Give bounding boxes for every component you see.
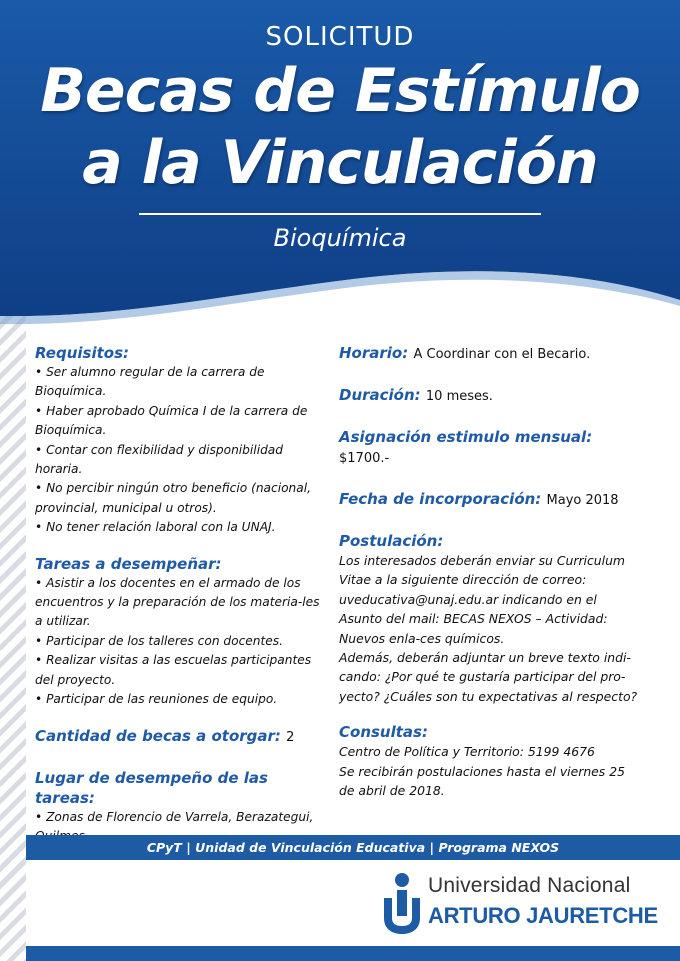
section-cantidad [35,726,327,748]
bottom-accent-bar [26,946,680,961]
university-logo [382,872,658,936]
list-item: • Asistir a los docentes en el armado de los encuentros y la preparación de los materia-les a utilizar. [35,575,320,629]
title-divider [139,213,541,215]
heading-cantidad [35,726,327,748]
subtitle-bioquimica: Bioquímica [273,224,407,252]
list-item: • Contar con flexibilidad y disponibilidad horaria. [35,442,284,477]
consultas-deadline: Se recibirán postulaciones hasta el viernes 25 de abril de 2018. [339,763,625,799]
horario-label: Horario: [339,344,409,362]
list-item: • Participar de las reuniones de equipo. [35,692,278,707]
heading-consultas: Consultas: [339,723,428,742]
duracion-label: Duración: [339,386,421,404]
section-requisitos [35,343,327,538]
section-tareas [35,554,327,710]
fecha-value: Mayo 2018 [546,493,619,508]
list-item: • Realizar visitas a las escuelas participantes del proyecto. [35,653,312,687]
logo-text-line-2: ARTURO JAURETCHE [428,903,658,928]
consultas-phone: Centro de Política y Territorio: 5199 4676 [339,744,595,760]
section-consultas [339,722,639,800]
list-item: • No tener relación laboral con la UNAJ. [35,520,276,535]
asignacion-row [339,427,639,469]
footer-program-bar: CPyT | Unidad de Vinculación Educativa | Programa NEXOS [26,835,680,860]
title-line-2: a la Vinculación [82,128,598,198]
heading-tareas: Tareas a desempeñar: [35,554,222,573]
kicker-solicitud: SOLICITUD [265,22,415,52]
list-item: • Haber aprobado Química I de la carrera de Bioquímica. [35,403,308,438]
section-postulacion [339,531,639,706]
duracion-value: 10 meses. [425,389,493,404]
horario-value: A Coordinar con el Becario. [413,347,591,362]
list-item: • Participar de los talleres con docentes. [35,633,284,648]
unaj-logo-icon [382,872,422,934]
horario-row [339,343,639,365]
logo-text-line-1: Universidad Nacional [428,874,631,897]
postulacion-paragraph-1: Los interesados deberán enviar su Curriculum Vitae a la siguiente dirección de correo: uveducativa@unaj.edu.ar indicando en el Asunto del mail: BECAS NEXOS – Actividad: Nuevos enla-ces químicos. [339,553,626,646]
list-item: • Zonas de Florencio de Varrela, Berazategui, [35,809,314,824]
title-line-1: Becas de Estímulo [40,56,640,126]
header-banner [0,0,680,340]
postulacion-paragraph-2: Además, deberán adjuntar un breve texto indi-cando: ¿Por qué te gustaría participar del pro-yecto? ¿Cuáles son tu expectativas al respecto? [339,650,638,704]
heading-postulacion: Postulación: [339,532,444,550]
left-column [35,343,327,862]
list-item: • No percibir ningún otro beneficio (nacional, provincial, municipal u otros). [35,481,312,515]
fecha-label: Fecha de incorporación: [339,490,542,508]
fecha-row [339,489,639,511]
duracion-row [339,385,639,407]
right-column [339,343,639,816]
cantidad-label: Cantidad de becas a otorgar: [35,726,281,745]
list-item: • Ser alumno regular de la carrera de Bioquímica. [35,365,265,399]
asignacion-value: $1700.- [339,451,390,466]
heading-lugar: Lugar de desempeño de las tareas: [35,768,268,807]
asignacion-label: Asignación estimulo mensual: [339,428,593,446]
cantidad-value: 2 [286,729,295,745]
heading-requisitos: Requisitos: [35,344,130,362]
